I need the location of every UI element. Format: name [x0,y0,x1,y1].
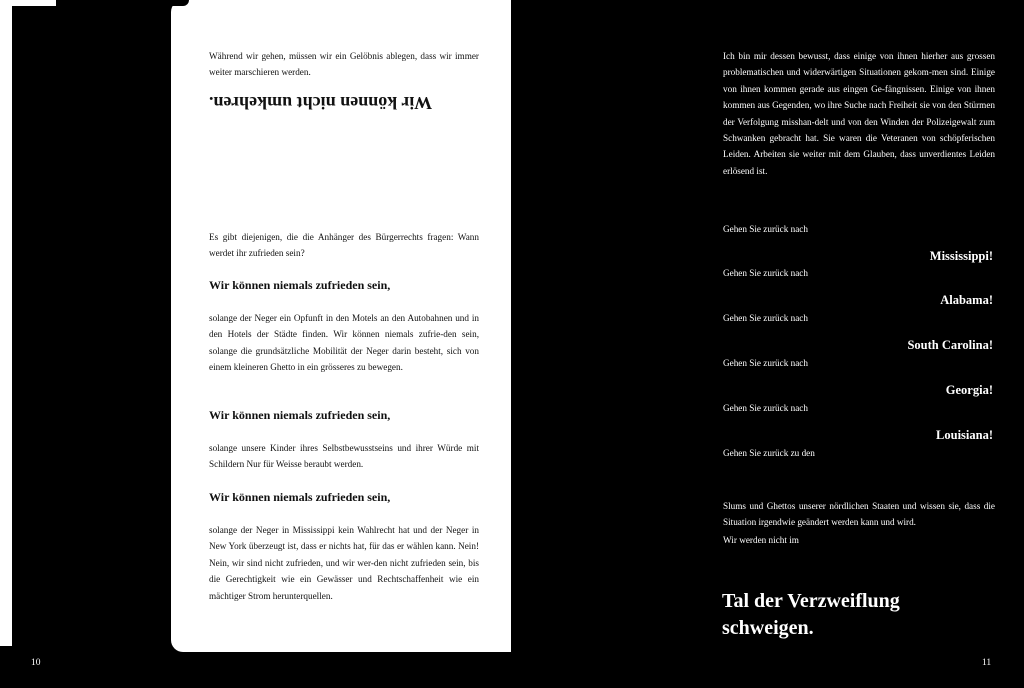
state-5: Louisiana! [936,428,993,442]
heading-3: Wir können niemals zufrieden sein, [209,490,391,504]
right-intro-paragraph: Ich bin mir dessen bewusst, dass einige von ihnen hierher aus grossen problematischen und widerwärtigen Situationen gekom-men sind. Einige von ihnen kommen gerade aus eingen Ge-fängnissen. Einige von ihnen kommen aus Gegenden, wo ihre Suche nach Freiheit sie von den Stürmen der Verfolgung misshan-delt und von den Winden der Polizeigewalt zum Schwanken gebracht hat. Sie waren die Veteranen von schöpferischen Leiden. Arbeiten sie weiter mit dem Glauben, dass unverdientes Leiden erlösend ist. [723,51,995,176]
state-1: Mississippi! [929,249,993,263]
left-margin-strip [0,0,12,646]
heading-2: Wir können niemals zufrieden sein, [209,408,391,422]
state-3: South Carolina! [907,338,993,352]
go-back-phrase-4: Gehen Sie zurück nach [723,358,808,368]
heading-1: Wir können niemals zufrieden sein, [209,278,391,292]
paragraph-3: solange der Neger in Mississippi kein Wahlrecht hat und der Neger in New York überzeugt ist, dass er nichts hat, für das er wählen kann. Nein! Nein, wir sind nicht zufrieden, und wir wer-den nicht zufrieden sein, bis die Gerechtigkeit wie ein Gewässer und Rechtschaffenheit wie ein mächtiger Strom herunterquellen. [209,525,479,601]
letter-foot [0,646,12,652]
paragraph-2: solange unsere Kinder ihres Selbstbewusstseins und ihrer Würde mit Schildern Nur für Weisse beraubt werden. [209,443,479,470]
page-number-left: 10 [31,658,41,668]
closing-statement [722,588,982,642]
outro-line-2: Wir werden nicht im [723,535,799,545]
page-number-right: 11 [982,658,992,668]
question-paragraph: Es gibt diejenigen, die die Anhänger des Bürgerrechts fragen: Wann werdet ihr zufrieden sein? [209,232,479,259]
closing-line-2: schweigen. [722,617,814,639]
go-back-phrase-1: Gehen Sie zurück nach [723,224,808,234]
paragraph-1: solange der Neger ein Opfunft in den Motels an den Autobahnen und in den Hotels der Städte finden. Wir können niemals zufrie-den sein, solange die grundsätzliche Mobilität der Neger darin besteht, sich von einem kleineren Ghetto in ein grösseres zu bewegen. [209,313,479,373]
state-2: Alabama! [940,293,993,307]
outro-paragraph: Slums und Ghettos unserer nördlichen Staaten und wissen sie, dass die Situation irgendwie geändert werden kann und wird. [723,501,995,528]
go-back-phrase-5: Gehen Sie zurück nach [723,403,808,413]
closing-line-1: Tal der Verzweiflung [722,590,900,612]
intro-paragraph: Während wir gehen, müssen wir ein Gelöbnis ablegen, dass wir immer weiter marschieren werden. [209,51,479,78]
go-back-last-phrase: Gehen Sie zurück zu den [723,448,815,458]
letter-stem [12,6,56,646]
upside-down-heading: Wir können nicht umkehren. [209,93,433,113]
state-4: Georgia! [945,383,993,397]
go-back-phrase-2: Gehen Sie zurück nach [723,268,808,278]
go-back-phrase-3: Gehen Sie zurück nach [723,313,808,323]
